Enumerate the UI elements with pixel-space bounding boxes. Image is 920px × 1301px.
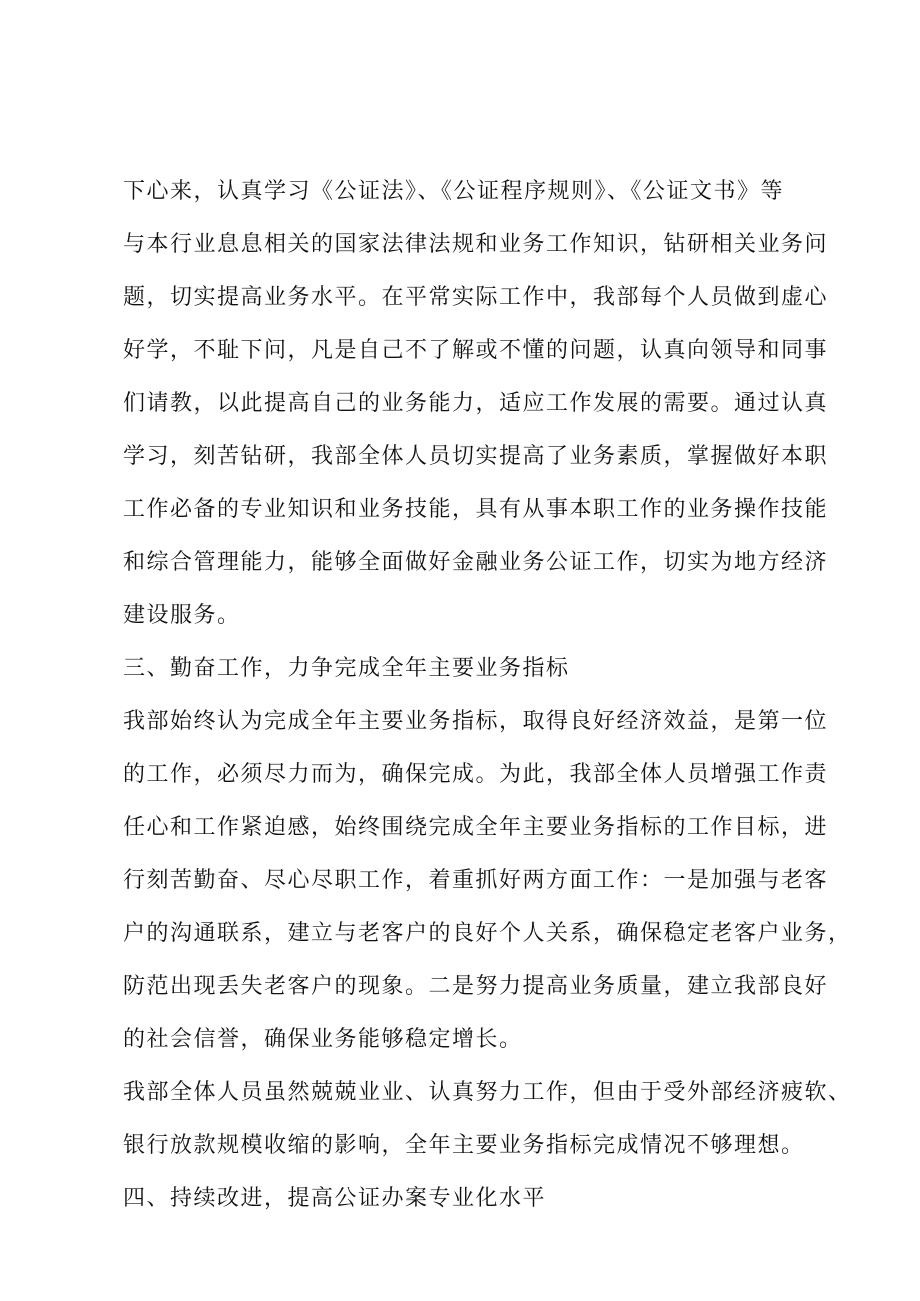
body-text-line: 我部始终认为完成全年主要业务指标，取得良好经济效益，是第一位 <box>123 709 829 734</box>
body-text-line: 们请教，以此提高自己的业务能力，适应工作发展的需要。通过认真 <box>123 391 829 416</box>
section-heading: 三、勤奋工作，力争完成全年主要业务指标 <box>123 656 570 681</box>
body-text-line: 我部全体人员虽然兢兢业业、认真努力工作，但由于受外部经济疲软、 <box>123 1080 852 1105</box>
body-text-line: 和综合管理能力，能够全面做好金融业务公证工作，切实为地方经济 <box>123 550 829 575</box>
body-text-line: 好学，不耻下问，凡是自己不了解或不懂的问题，认真向领导和同事 <box>123 338 829 363</box>
body-text-line: 工作必备的专业知识和业务技能，具有从事本职工作的业务操作技能 <box>123 497 829 522</box>
body-text-line: 的工作，必须尽力而为，确保完成。为此，我部全体人员增强工作责 <box>123 762 829 787</box>
body-text-line: 与本行业息息相关的国家法律法规和业务工作知识，钻研相关业务问 <box>123 232 829 257</box>
body-text-line: 任心和工作紧迫感，始终围绕完成全年主要业务指标的工作目标，进 <box>123 815 829 840</box>
body-text-line: 学习，刻苦钻研，我部全体人员切实提高了业务素质，掌握做好本职 <box>123 444 829 469</box>
body-text-line: 的社会信誉，确保业务能够稳定增长。 <box>123 1027 523 1052</box>
body-text-line: 题，切实提高业务水平。在平常实际工作中，我部每个人员做到虚心 <box>123 285 829 310</box>
body-text-line: 下心来，认真学习《公证法》、《公证程序规则》、《公证文书》等 <box>123 179 785 204</box>
body-text-line: 建设服务。 <box>123 603 241 628</box>
body-text-line: 防范出现丢失老客户的现象。二是努力提高业务质量，建立我部良好 <box>123 974 829 999</box>
body-text-line: 银行放款规模收缩的影响，全年主要业务指标完成情况不够理想。 <box>123 1133 805 1158</box>
body-text-line: 户的沟通联系，建立与老客户的良好个人关系，确保稳定老客户业务， <box>123 921 852 946</box>
body-text-line: 行刻苦勤奋、尽心尽职工作，着重抓好两方面工作：一是加强与老客 <box>123 868 829 893</box>
section-heading: 四、持续改进，提高公证办案专业化水平 <box>123 1186 547 1211</box>
